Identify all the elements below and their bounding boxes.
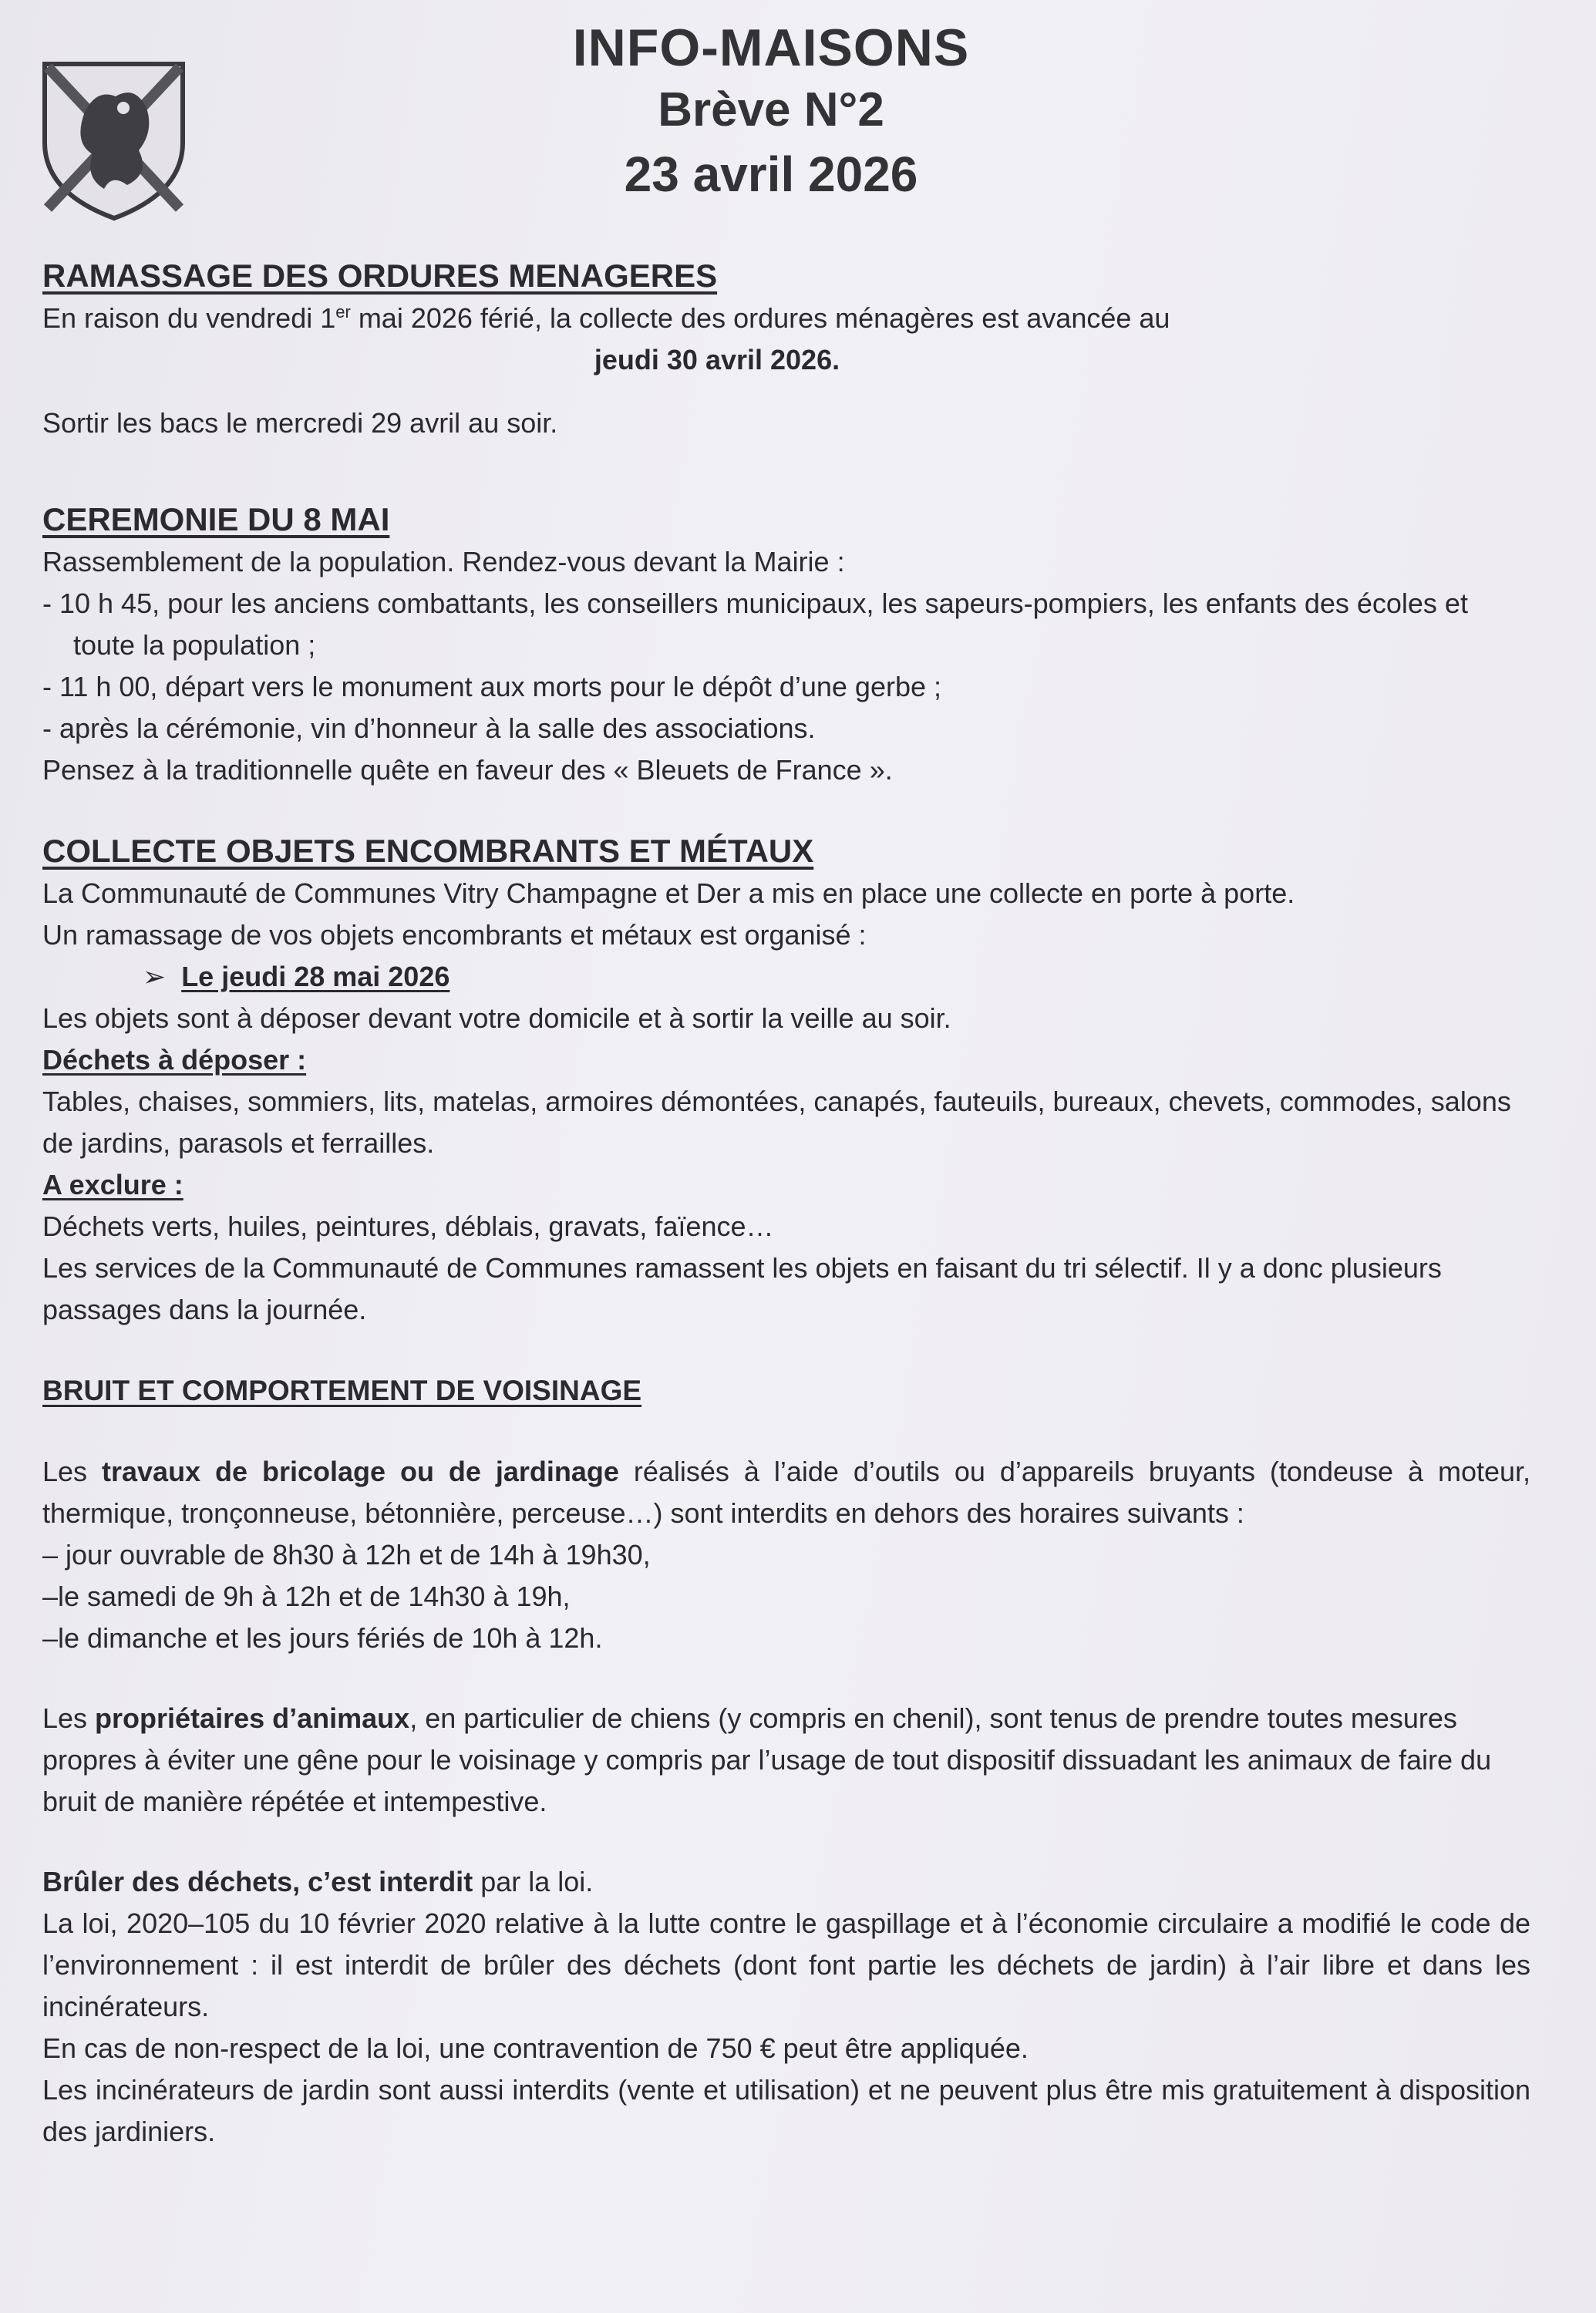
arrow-bullet-icon: ➢	[143, 961, 167, 992]
section-title-garbage: RAMASSAGE DES ORDURES MENAGERES	[42, 258, 718, 294]
garbage-sup: er	[335, 302, 351, 322]
noise-text-b: réalisés à l’aide d’outils ou d’appareils bruyants (tondeuse à moteur, thermique, tronçonneuse, bétonnière, perceuse…) sont interdits en dehors des horaires suivants :	[42, 1456, 1531, 1529]
noise-text-a: Les	[42, 1456, 102, 1487]
garbage-bins-note: Sortir les bacs le mercredi 29 avril au soir.	[42, 407, 558, 439]
issue-date: 23 avril 2026	[624, 146, 918, 202]
animals-text-b: , en particulier de chiens (y compris en chenil), sont tenus de prendre toutes mesures propres à éviter une gêne pour le voisinage y compris par l’usage de tout dispositif dissuadant les animaux de faire du bruit de manière répétée et intempestive.	[42, 1702, 1492, 1817]
burning-text-b: par la loi.	[473, 1866, 594, 1897]
ceremony-item-2: - 11 h 00, départ vers le monument aux morts pour le dépôt d’une gerbe ;	[42, 671, 942, 702]
animals-paragraph	[42, 1698, 1530, 1823]
bulky-sorting-note: Les services de la Communauté de Communes ramassent les objets en faisant du tri sélectif. Il y a donc plusieurs passages dans la journée.	[42, 1252, 1442, 1325]
ceremony-item-3: - après la cérémonie, vin d’honneur à la salle des associations.	[42, 712, 816, 744]
burning-heading-line	[42, 1861, 1530, 1903]
bulky-intro: La Communauté de Communes Vitry Champagne et Der a mis en place une collecte en porte à porte.	[42, 877, 1295, 909]
bulky-instructions: Les objets sont à déposer devant votre domicile et à sortir la veille au soir.	[42, 1002, 951, 1034]
heraldic-lion-shield-icon	[39, 58, 189, 224]
hours-sunday: –le dimanche et les jours fériés de 10h à 12h.	[42, 1622, 603, 1654]
bulky-subtitle-excluded: A exclure :	[42, 1169, 184, 1200]
garbage-new-date: jeudi 30 avril 2026.	[594, 344, 840, 375]
section-title-bulky-waste: COLLECTE OBJETS ENCOMBRANTS ET MÉTAUX	[42, 833, 814, 869]
garbage-paragraph	[42, 298, 1530, 339]
bulky-allowed-list: Tables, chaises, sommiers, lits, matelas, armoires démontées, canapés, fauteuils, bureaux, chevets, commodes, salons de jardins, parasols et ferrailles.	[42, 1086, 1511, 1159]
animals-text-a: Les	[42, 1702, 96, 1734]
section-title-noise: BRUIT ET COMPORTEMENT DE VOISINAGE	[42, 1375, 642, 1406]
ceremony-intro: Rassemblement de la population. Rendez-vous devant la Mairie :	[42, 546, 845, 577]
newsletter-title: INFO-MAISONS	[572, 19, 970, 77]
garbage-text-b: mai 2026 férié, la collecte des ordures ménagères est avancée au	[350, 302, 1170, 334]
fine-paragraph: En cas de non-respect de la loi, une contravention de 750 € peut être appliquée.	[42, 2032, 1029, 2064]
garbage-text-a: En raison du vendredi 1	[42, 302, 336, 334]
masthead	[493, 17, 1049, 207]
bulky-excluded-list: Déchets verts, huiles, peintures, déblais, gravats, faïence…	[42, 1210, 774, 1242]
section-title-ceremony: CEREMONIE DU 8 MAI	[42, 501, 390, 537]
hours-saturday: –le samedi de 9h à 12h et de 14h30 à 19h,	[42, 1581, 571, 1612]
ceremony-item-1: - 10 h 45, pour les anciens combattants, les conseillers municipaux, les sapeurs-pompiers, les enfants des écoles et toute la population ;	[42, 588, 1468, 661]
bulky-subtitle-allowed: Déchets à déposer :	[42, 1044, 307, 1076]
bulky-date: Le jeudi 28 mai 2026	[181, 961, 450, 992]
content	[42, 254, 1530, 2153]
hours-weekday: – jour ouvrable de 8h30 à 12h et de 14h à 19h30,	[42, 1539, 651, 1571]
incinerators-paragraph: Les incinérateurs de jardin sont aussi interdits (vente et utilisation) et ne peuvent plus être mis gratuitement à disposition des jardiniers.	[42, 2074, 1530, 2147]
issue-number: Brève N°2	[658, 83, 884, 136]
law-paragraph: La loi, 2020–105 du 10 février 2020 relative à la lutte contre le gaspillage et à l’économie circulaire a modifié le code de l’environnement : il est interdit de brûler des déchets (dont font partie les déchets de jardin) à l’air libre et dans les incinérateurs.	[42, 1907, 1530, 2022]
ceremony-outro: Pensez à la traditionnelle quête en faveur des « Bleuets de France ».	[42, 754, 893, 786]
burning-text-bold: Brûler des déchets, c’est interdit	[42, 1866, 473, 1897]
noise-works-paragraph	[42, 1451, 1530, 1534]
bulky-date-line	[42, 956, 1530, 998]
animals-text-bold: propriétaires d’animaux	[95, 1702, 410, 1734]
bulky-organized: Un ramassage de vos objets encombrants et métaux est organisé :	[42, 919, 867, 951]
noise-text-bold: travaux de bricolage ou de jardinage	[102, 1456, 619, 1487]
